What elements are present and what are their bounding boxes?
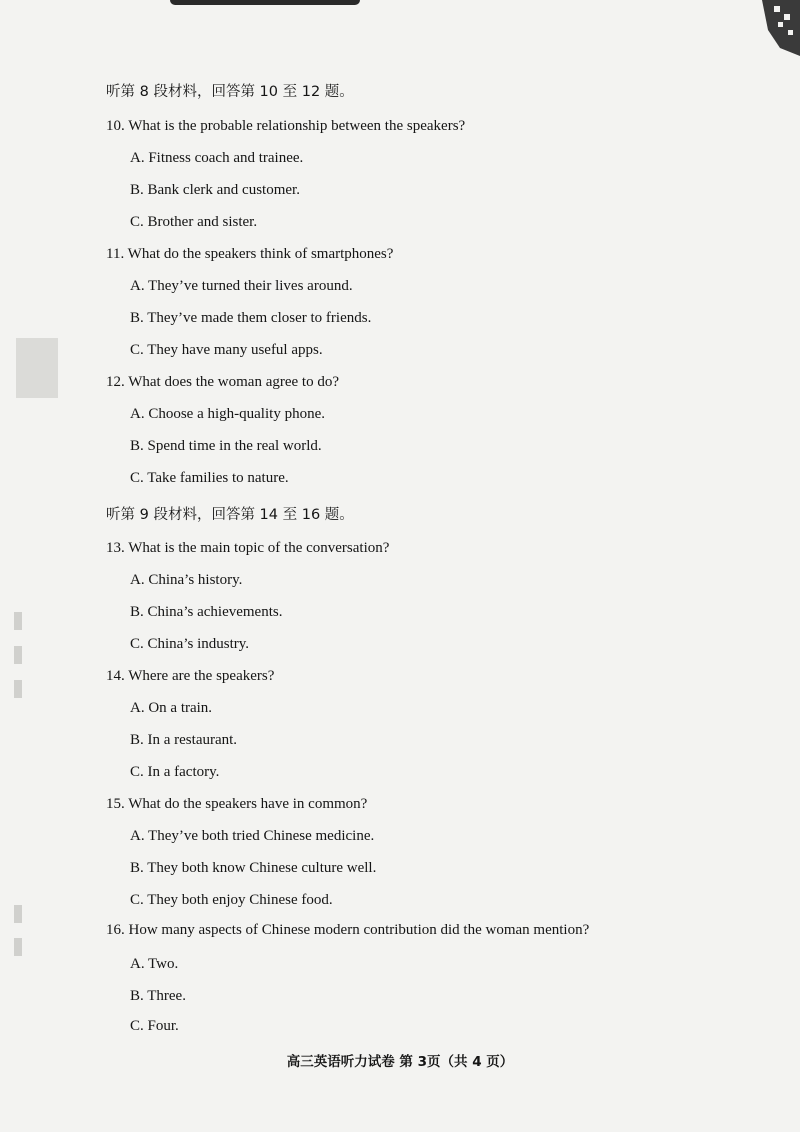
question-text: 10. What is the probable relationship between the speakers? <box>106 118 466 134</box>
answer-option: C. In a factory. <box>130 764 220 780</box>
section-header: 听第 8 段材料，回答第 10 至 12 题。 <box>106 84 354 100</box>
answer-option: A. They’ve turned their lives around. <box>130 278 353 294</box>
answer-option: C. They both enjoy Chinese food. <box>130 892 333 908</box>
answer-option: A. They’ve both tried Chinese medicine. <box>130 828 375 844</box>
answer-option: B. China’s achievements. <box>130 604 283 620</box>
answer-option: B. Three. <box>130 988 186 1004</box>
question-text: 11. What do the speakers think of smartphones? <box>106 246 394 262</box>
answer-option: B. They’ve made them closer to friends. <box>130 310 372 326</box>
question-text: 14. Where are the speakers? <box>106 668 275 684</box>
answer-option: B. They both know Chinese culture well. <box>130 860 377 876</box>
page-footer: 高三英语听力试卷 第 3页（共 4 页） <box>286 1054 514 1070</box>
question-text: 13. What is the main topic of the conversation? <box>106 540 390 556</box>
answer-option: C. Four. <box>130 1018 179 1034</box>
section-header: 听第 9 段材料，回答第 14 至 16 题。 <box>106 507 354 523</box>
answer-option: A. China’s history. <box>130 572 243 588</box>
answer-option: C. Take families to nature. <box>130 470 289 486</box>
question-text: 15. What do the speakers have in common? <box>106 796 368 812</box>
question-text: 12. What does the woman agree to do? <box>106 374 339 390</box>
answer-option: C. They have many useful apps. <box>130 342 323 358</box>
question-text: 16. How many aspects of Chinese modern contribution did the woman mention? <box>106 922 590 938</box>
answer-option: C. China’s industry. <box>130 636 250 652</box>
answer-option: B. In a restaurant. <box>130 732 238 748</box>
answer-option: B. Spend time in the real world. <box>130 438 322 454</box>
answer-option: A. Fitness coach and trainee. <box>130 150 304 166</box>
answer-option: A. Choose a high-quality phone. <box>130 406 325 422</box>
answer-option: B. Bank clerk and customer. <box>130 182 300 198</box>
answer-option: C. Brother and sister. <box>130 214 258 230</box>
answer-option: A. On a train. <box>130 700 213 716</box>
answer-option: A. Two. <box>130 956 179 972</box>
